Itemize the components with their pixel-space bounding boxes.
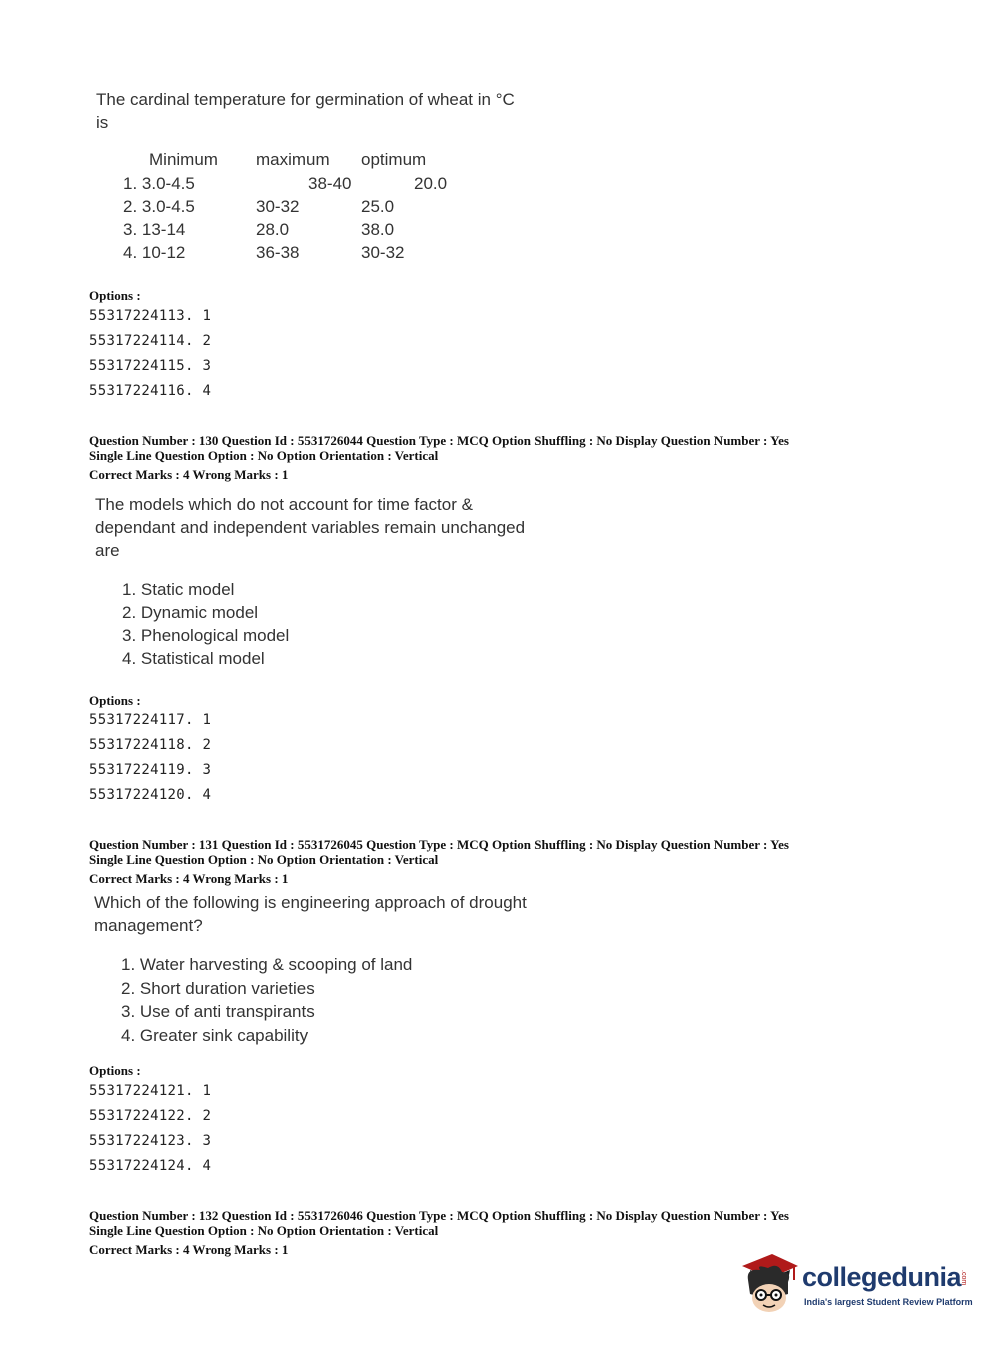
option-item: 55317224114. 2 — [89, 333, 212, 349]
logo-name: collegedunia — [802, 1262, 962, 1292]
table-cell: 38-40 — [308, 174, 352, 193]
option-item: 55317224122. 2 — [89, 1108, 212, 1124]
option-item: 55317224117. 1 — [89, 712, 212, 728]
table-cell: 25.0 — [361, 197, 395, 216]
meta-line: Single Line Question Option : No Option Orientation : Vertical — [89, 852, 439, 867]
question-131-marks: Correct Marks : 4 Wrong Marks : 1 — [89, 871, 289, 886]
question-131-choices — [121, 953, 412, 1047]
table-cell: 30-32 — [256, 197, 300, 216]
table-cell: 3. 13-14 — [123, 220, 186, 239]
question-129-text — [96, 88, 566, 134]
collegedunia-logo — [738, 1250, 978, 1320]
table-cell: 2. 3.0-4.5 — [123, 197, 195, 216]
question-text-line: The cardinal temperature for germination of wheat in °C — [96, 90, 515, 109]
choice-item: 2. Short duration varieties — [121, 978, 315, 998]
question-text-line: is — [96, 113, 109, 132]
option-item: 55317224124. 4 — [89, 1158, 212, 1174]
option-item: 55317224120. 4 — [89, 787, 212, 803]
question-text-line: The models which do not account for time factor & — [95, 495, 473, 514]
choice-item: 4. Statistical model — [122, 649, 265, 668]
meta-line: Question Number : 132 Question Id : 5531726046 Question Type : MCQ Option Shuffling : No Display Question Number : Yes — [89, 1208, 789, 1223]
choice-item: 1. Static model — [122, 580, 235, 599]
question-text-line: Which of the following is engineering approach of drought — [94, 893, 527, 912]
options-label: Options : — [89, 1063, 141, 1078]
logo-suffix: .com — [960, 1270, 967, 1286]
choice-item: 1. Water harvesting & scooping of land — [121, 955, 413, 974]
table-cell: 4. 10-12 — [123, 243, 186, 262]
table-cell: 28.0 — [256, 220, 290, 239]
table-cell: 20.0 — [414, 174, 448, 193]
meta-line: Single Line Question Option : No Option Orientation : Vertical — [89, 1223, 439, 1238]
choice-item: 3. Phenological model — [122, 626, 290, 645]
table-header-minimum: Minimum — [149, 150, 218, 169]
option-item: 55317224116. 4 — [89, 383, 212, 399]
meta-line: Question Number : 130 Question Id : 5531726044 Question Type : MCQ Option Shuffling : No Display Question Number : Yes — [89, 433, 789, 448]
choice-item: 3. Use of anti transpirants — [121, 1002, 315, 1021]
question-132-meta — [89, 1208, 789, 1238]
meta-line: Question Number : 131 Question Id : 5531726045 Question Type : MCQ Option Shuffling : No Display Question Number : Yes — [89, 837, 789, 852]
question-130-marks: Correct Marks : 4 Wrong Marks : 1 — [89, 467, 289, 482]
meta-line: Single Line Question Option : No Option Orientation : Vertical — [89, 448, 439, 463]
question-130-choices — [122, 578, 289, 670]
option-item: 55317224121. 1 — [89, 1083, 212, 1099]
question-130-meta — [89, 433, 789, 463]
question-131-meta — [89, 837, 789, 867]
option-item: 55317224119. 3 — [89, 762, 212, 778]
option-item: 55317224123. 3 — [89, 1133, 212, 1149]
table-cell: 30-32 — [361, 243, 405, 262]
question-130-text — [95, 493, 565, 562]
table-cell: 38.0 — [361, 220, 395, 239]
table-header-optimum: optimum — [361, 150, 427, 169]
choice-item: 2. Dynamic model — [122, 603, 259, 622]
options-label: Options : — [89, 693, 141, 708]
option-item: 55317224113. 1 — [89, 308, 212, 324]
table-cell: 1. 3.0-4.5 — [123, 174, 195, 193]
option-item: 55317224115. 3 — [89, 358, 212, 374]
mascot-graduate-icon — [738, 1250, 800, 1318]
question-132-marks: Correct Marks : 4 Wrong Marks : 1 — [89, 1242, 289, 1257]
option-item: 55317224118. 2 — [89, 737, 212, 753]
logo-tagline: India's largest Student Review Platform — [804, 1297, 973, 1307]
question-text-line: management? — [94, 916, 203, 935]
table-header-maximum: maximum — [256, 150, 330, 169]
question-text-line: dependant and independent variables remain unchanged — [95, 518, 526, 537]
options-label: Options : — [89, 288, 141, 303]
question-131-text — [94, 891, 564, 937]
table-cell: 36-38 — [256, 243, 300, 262]
question-text-line: are — [95, 541, 120, 560]
choice-item: 4. Greater sink capability — [121, 1025, 309, 1045]
